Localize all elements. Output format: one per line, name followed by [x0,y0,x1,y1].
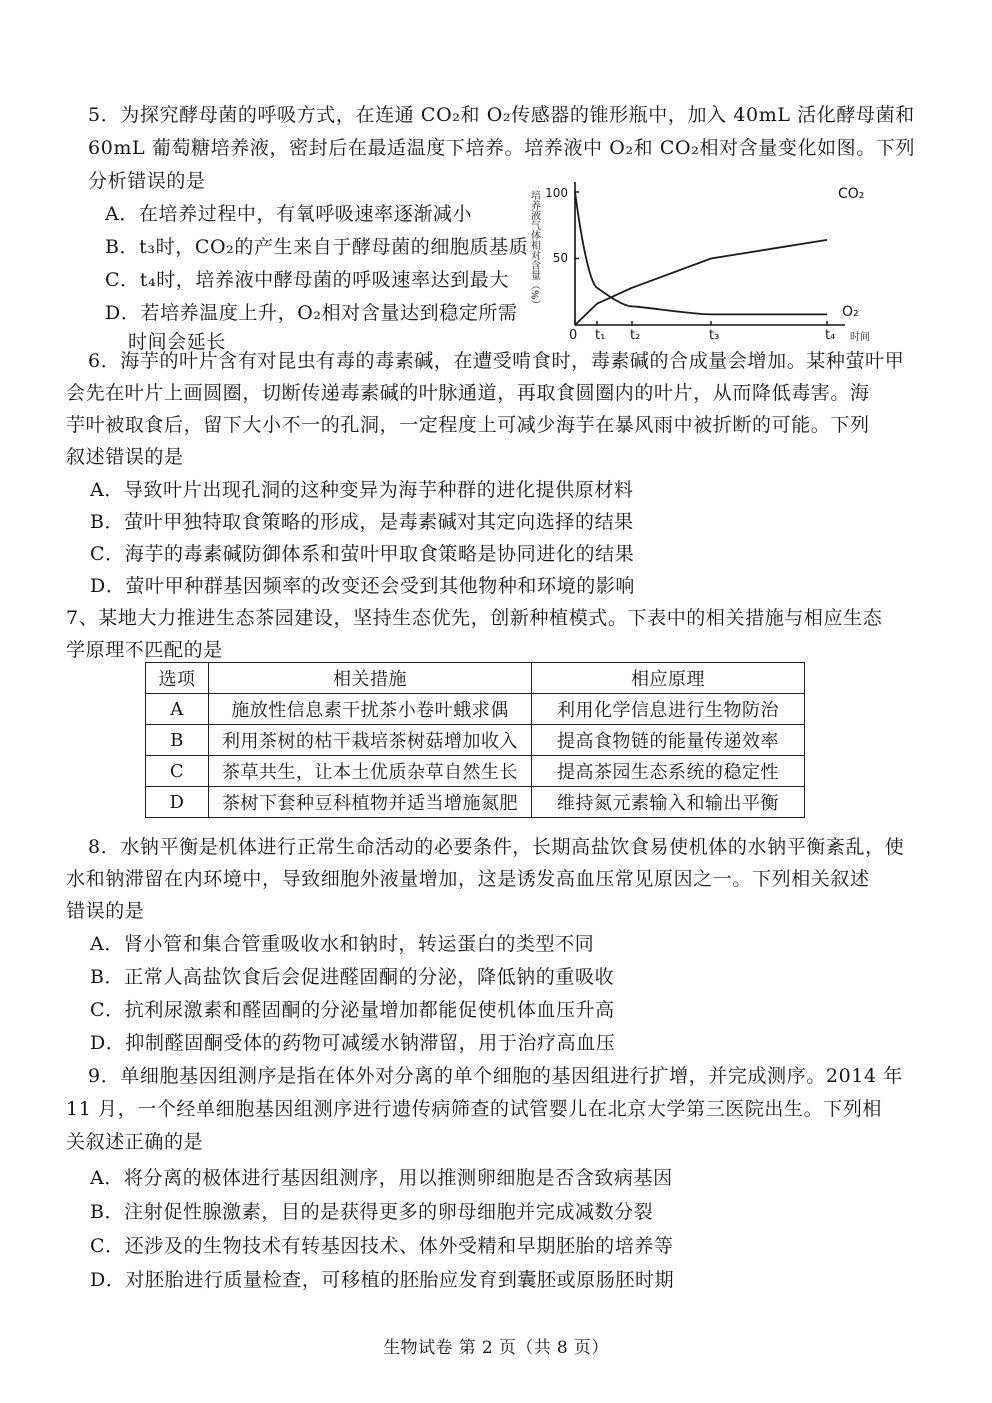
q9-option-c: C．还涉及的生物技术有转基因技术、体外受精和早期胚胎的培养等 [90,1235,674,1257]
q6-stem-line-4: 叙述错误的是 [66,446,184,468]
table-cell-option: C [146,756,209,787]
table-row [146,756,805,787]
table-header-principle: 相应原理 [532,663,805,694]
q8-option-a: A．肾小管和集合管重吸收水和钠时，转运蛋白的类型不同 [90,933,595,955]
table-cell-option: B [146,725,209,756]
q6-stem-line-2: 会先在叶片上画圆圈，切断传递毒素碱的叶脉通道，再取食圆圈内的叶片，从而降低毒害。海 [66,382,870,404]
y-tick-label-50: 50 [552,251,568,265]
q9-stem-line-2: 11 月，一个经单细胞基因组测序进行遗传病筛查的试管婴儿在北京大学第三医院出生。下列相 [66,1098,883,1120]
table-row [146,725,805,756]
table-cell-measure: 施放性信息素干扰茶小卷叶蛾求偶 [209,694,532,725]
gas-content-chart-svg [520,170,880,350]
table-cell-measure: 茶草共生，让本土优质杂草自然生长 [209,756,532,787]
table-row [146,694,805,725]
q8-option-c: C．抗利尿激素和醛固酮的分泌量增加都能促使机体血压升高 [90,999,615,1021]
x-tick-label: t₄ [825,328,836,343]
q5-stem-line-1: 5．为探究酵母菌的呼吸方式，在连通 CO₂和 O₂传感器的锥形瓶中，加入 40mL 活化酵母菌和 [88,104,915,126]
q8-stem-line-3: 错误的是 [66,900,145,922]
page-footer: 生物试卷 第 2 页（共 8 页） [383,1338,609,1358]
q6-option-b: B．萤叶甲独特取食策略的形成，是毒素碱对其定向选择的结果 [90,511,634,533]
q5-option-b: B．t₃时，CO₂的产生来自于酵母菌的细胞质基质 [105,236,529,258]
table-header-row [146,663,805,694]
q5-stem-line-2: 60mL 葡萄糖培养液，密封后在最适温度下培养。培养液中 O₂和 CO₂相对含量变化如图。下列 [88,137,916,159]
q7-stem-line-2: 学原理不匹配的是 [66,639,223,661]
table-cell-measure: 茶树下套种豆科植物并适当增施氮肥 [209,787,532,818]
table-header-option: 选项 [146,663,209,694]
table-cell-option: A [146,694,209,725]
table-row [146,787,805,818]
q5-option-c: C．t₄时，培养液中酵母菌的呼吸速率达到最大 [105,269,509,291]
table-cell-principle: 利用化学信息进行生物防治 [532,694,805,725]
q5-option-d: D．若培养温度上升，O₂相对含量达到稳定所需 [105,302,518,324]
y-tick-label-100: 100 [545,186,568,200]
q8-stem-line-2: 水和钠滞留在内环境中，导致细胞外液量增加，这是诱发高血压常见原因之一。下列相关叙述 [66,868,870,890]
q6-option-d: D．萤叶甲种群基因频率的改变还会受到其他物种和环境的影响 [90,575,636,597]
q5-option-a: A．在培养过程中，有氧呼吸速率逐渐减小 [105,203,473,225]
measures-table [145,662,805,818]
series-line-co2 [575,240,827,325]
table-cell-principle: 维持氮元素输入和输出平衡 [532,787,805,818]
q5-option-d-cont: 时间会延长 [128,331,227,353]
x-tick-label: 0 [569,328,578,343]
table-cell-option: D [146,787,209,818]
q9-option-b: B．注射促性腺激素，目的是获得更多的卵母细胞并完成减数分裂 [90,1201,654,1223]
gas-content-chart [520,170,880,350]
x-tick-label: t₂ [630,328,641,343]
series-lines [575,192,827,325]
q6-stem-line-3: 芋叶被取食后，留下大小不一的孔洞，一定程度上可减少海芋在暴风雨中被折断的可能。下列 [66,414,870,436]
x-ticks [569,192,835,343]
table-cell-principle: 提高食物链的能量传递效率 [532,725,805,756]
x-tick-label: t₃ [709,328,720,343]
q6-option-a: A．导致叶片出现孔洞的这种变异为海芋种群的进化提供原材料 [90,479,634,501]
q6-stem-line-1: 6．海芋的叶片含有对昆虫有毒的毒素碱，在遭受啃食时，毒素碱的合成量会增加。某种萤叶甲 [88,350,905,372]
x-tick-label: t₁ [595,328,606,343]
legend-o2: O₂ [842,304,859,320]
q8-option-b: B．正常人高盐饮食后会促进醛固酮的分泌，降低钠的重吸收 [90,966,615,988]
table-header-measure: 相关措施 [209,663,532,694]
y-axis-label: 培养液气体相对含量（%） [528,190,540,310]
legend-co2: CO₂ [838,186,865,202]
q9-option-d: D．对胚胎进行质量检查，可移植的胚胎应发育到囊胚或原肠胚时期 [90,1269,675,1291]
q7-stem-line-1: 7、某地大力推进生态茶园建设，坚持生态优先，创新种植模式。下表中的相关措施与相应生态 [66,607,883,629]
q8-stem-line-1: 8．水钠平衡是机体进行正常生命活动的必要条件，长期高盐饮食易使机体的水钠平衡紊乱，使 [88,836,905,858]
q9-option-a: A．将分离的极体进行基因组测序，用以推测卵细胞是否含致病基因 [90,1167,673,1189]
q5-stem-line-3: 分析错误的是 [88,170,206,192]
table-cell-measure: 利用茶树的枯干栽培茶树菇增加收入 [209,725,532,756]
x-axis-label: 时间 [850,332,870,343]
q9-stem-line-1: 9．单细胞基因组测序是指在体外对分离的单个细胞的基因组进行扩增，并完成测序。2014 年 [88,1065,903,1087]
q8-option-d: D．抑制醛固酮受体的药物可减缓水钠滞留，用于治疗高血压 [90,1032,616,1054]
table-cell-principle: 提高茶园生态系统的稳定性 [532,756,805,787]
q9-stem-line-3: 关叙述正确的是 [66,1131,204,1153]
q6-option-c: C．海芋的毒素碱防御体系和萤叶甲取食策略是协同进化的结果 [90,543,635,565]
